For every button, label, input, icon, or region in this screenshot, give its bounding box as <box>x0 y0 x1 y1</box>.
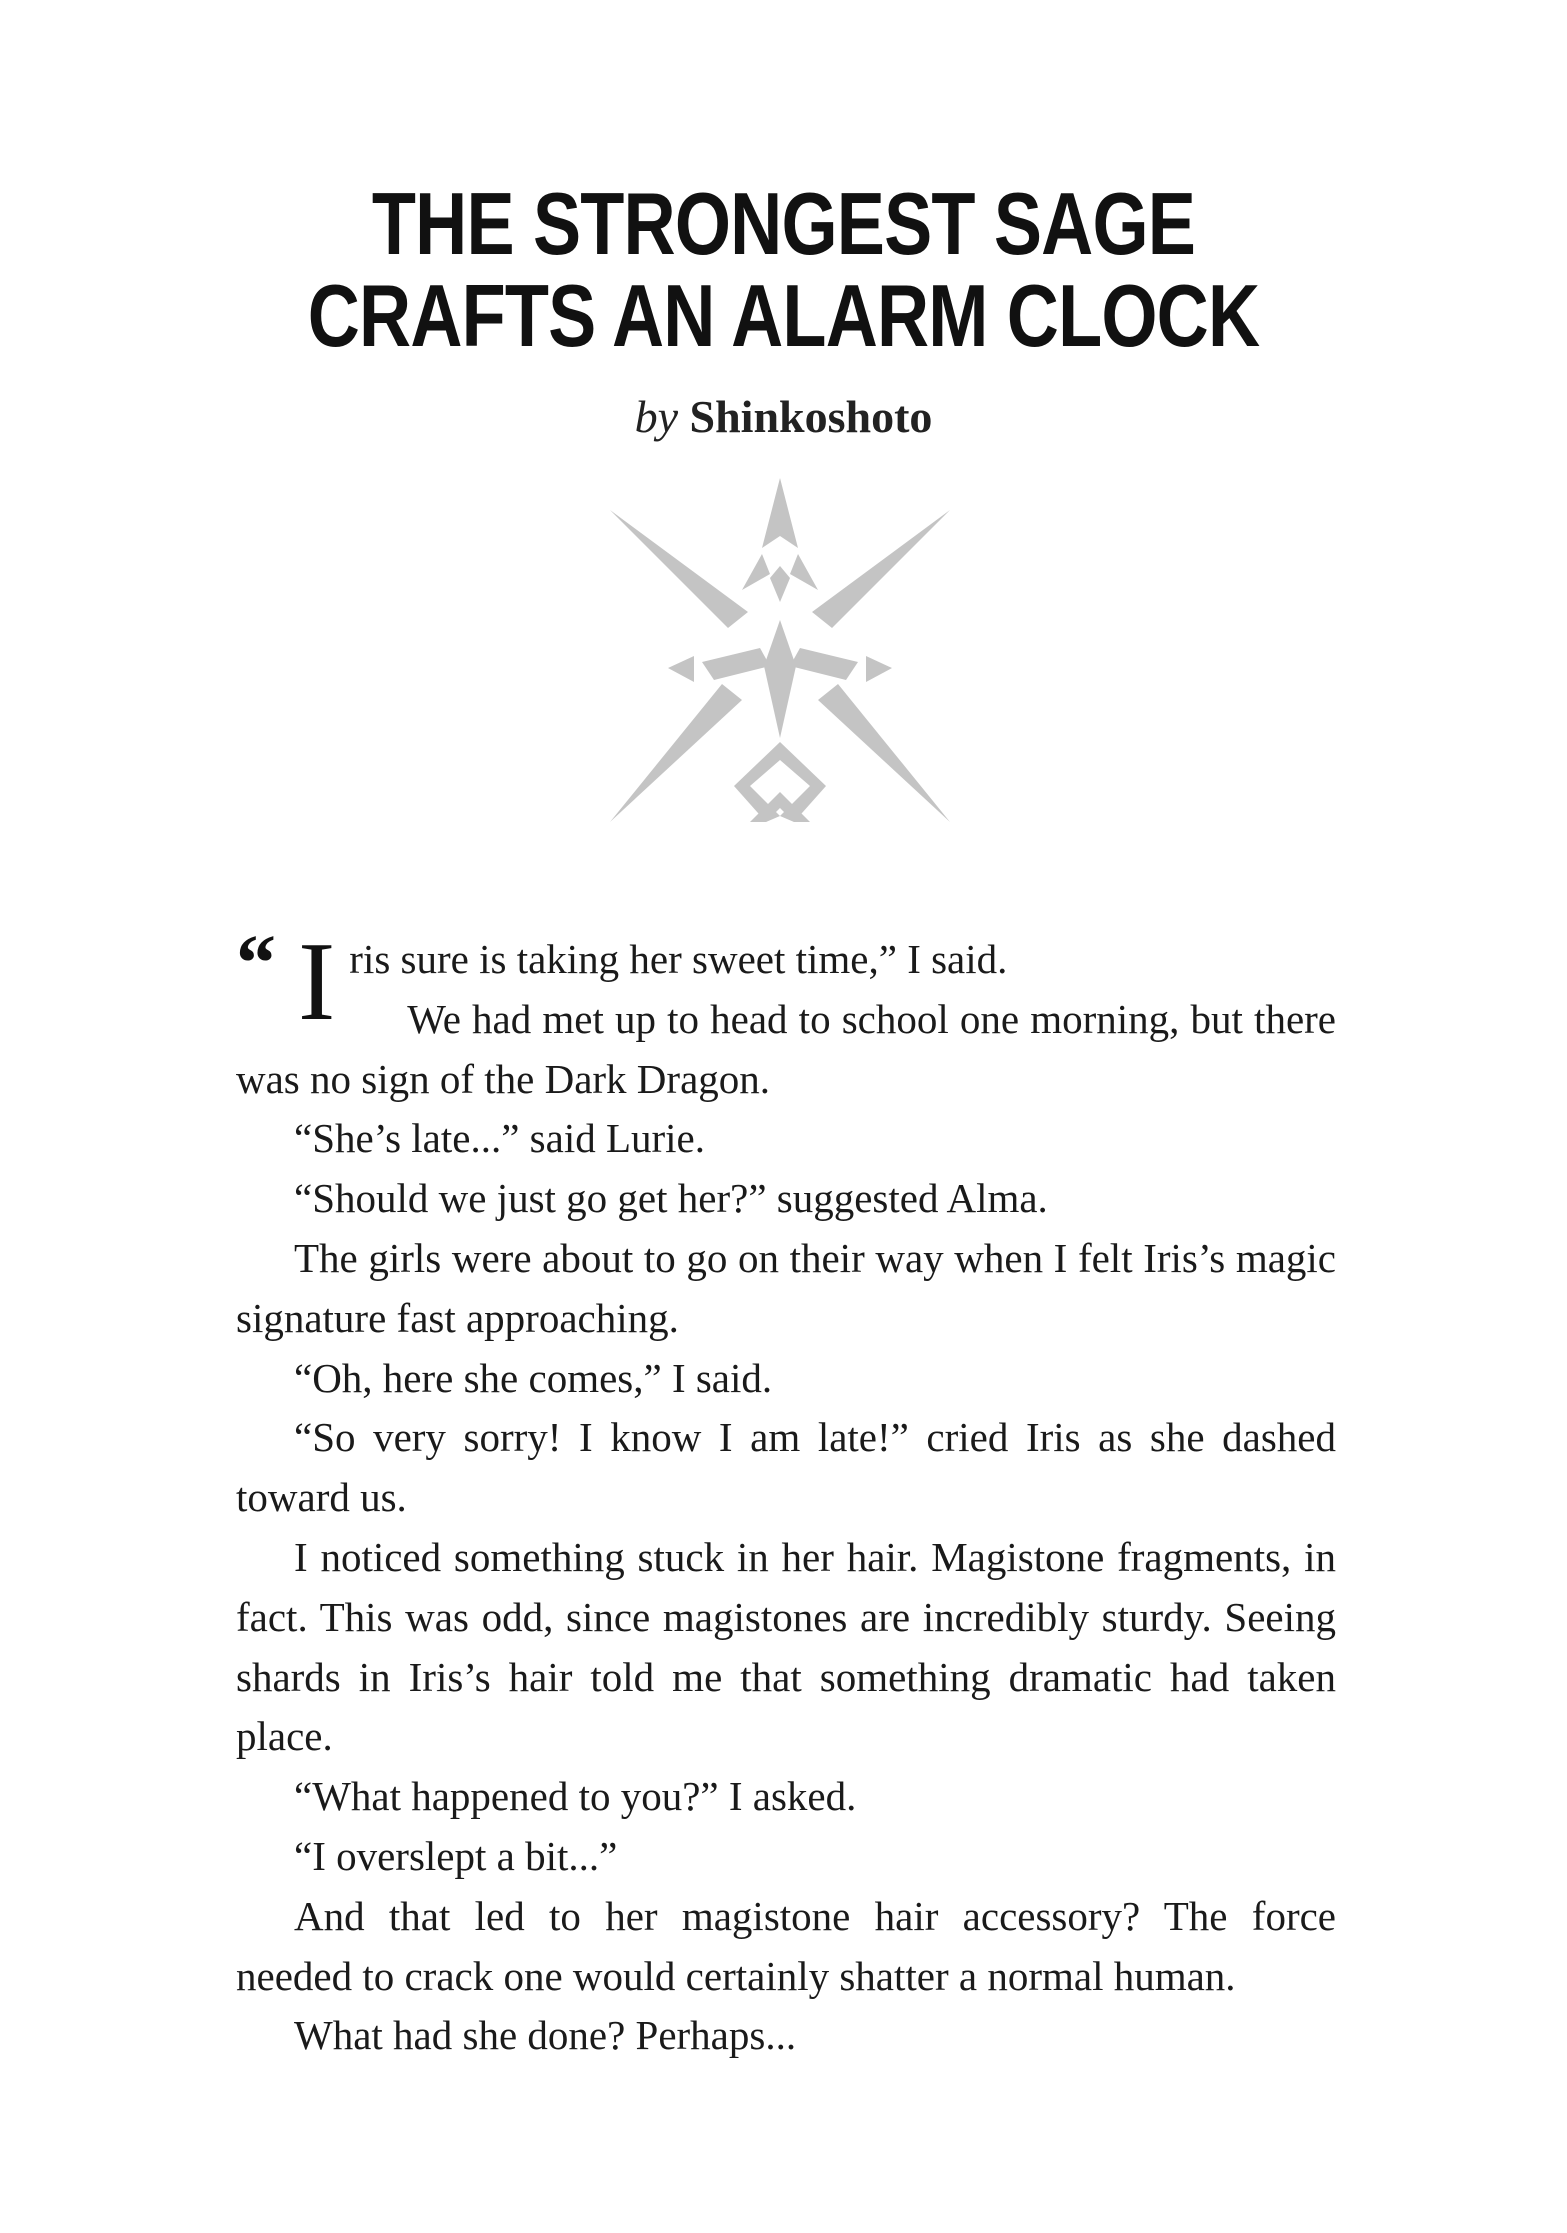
paragraph: What had she done? Perhaps... <box>294 2012 797 2059</box>
chapter-title-line-2: CRAFTS AN ALARM CLOCK <box>307 266 1260 365</box>
paragraph: “Oh, here she comes,” I said. <box>294 1354 773 1401</box>
story-text <box>236 920 1336 2066</box>
byline-prefix: by <box>634 391 678 442</box>
paragraph: “I overslept a bit...” <box>294 1832 618 1879</box>
drop-cap-letter: I <box>298 920 336 1044</box>
paragraph: “What happened to you?” I asked. <box>294 1773 857 1820</box>
chapter-title-line-1: THE STRONGEST SAGE <box>371 174 1196 273</box>
paragraph: We had met up to head to school one morning, but there was no sign of the Dark Dragon. <box>236 995 1336 1102</box>
paragraph: ris sure is taking her sweet time,” I said. <box>349 936 1008 982</box>
paragraph: “She’s late...” said Lurie. <box>294 1115 706 1162</box>
author-name: Shinkoshoto <box>689 391 933 442</box>
paragraph: I noticed something stuck in her hair. Magistone fragments, in fact. This was odd, since magistones are incredibly sturdy. Seeing shards in Iris’s hair told me that something dramatic had taken place. <box>236 1533 1336 1760</box>
paragraph: And that led to her magistone hair accessory? The force needed to crack one would certainly shatter a normal human. <box>236 1892 1336 1999</box>
byline <box>0 390 1567 443</box>
paragraph: “So very sorry! I know I am late!” cried Iris as she dashed toward us. <box>236 1414 1336 1521</box>
opening-paragraph <box>236 920 1336 1109</box>
opening-quote-mark: “ <box>236 920 276 1008</box>
paragraph: The girls were about to go on their way when I felt Iris’s magic signature fast approaching. <box>236 1234 1336 1341</box>
paragraph: “Should we just go get her?” suggested Alma. <box>294 1175 1048 1222</box>
star-emblem-icon <box>610 470 950 850</box>
